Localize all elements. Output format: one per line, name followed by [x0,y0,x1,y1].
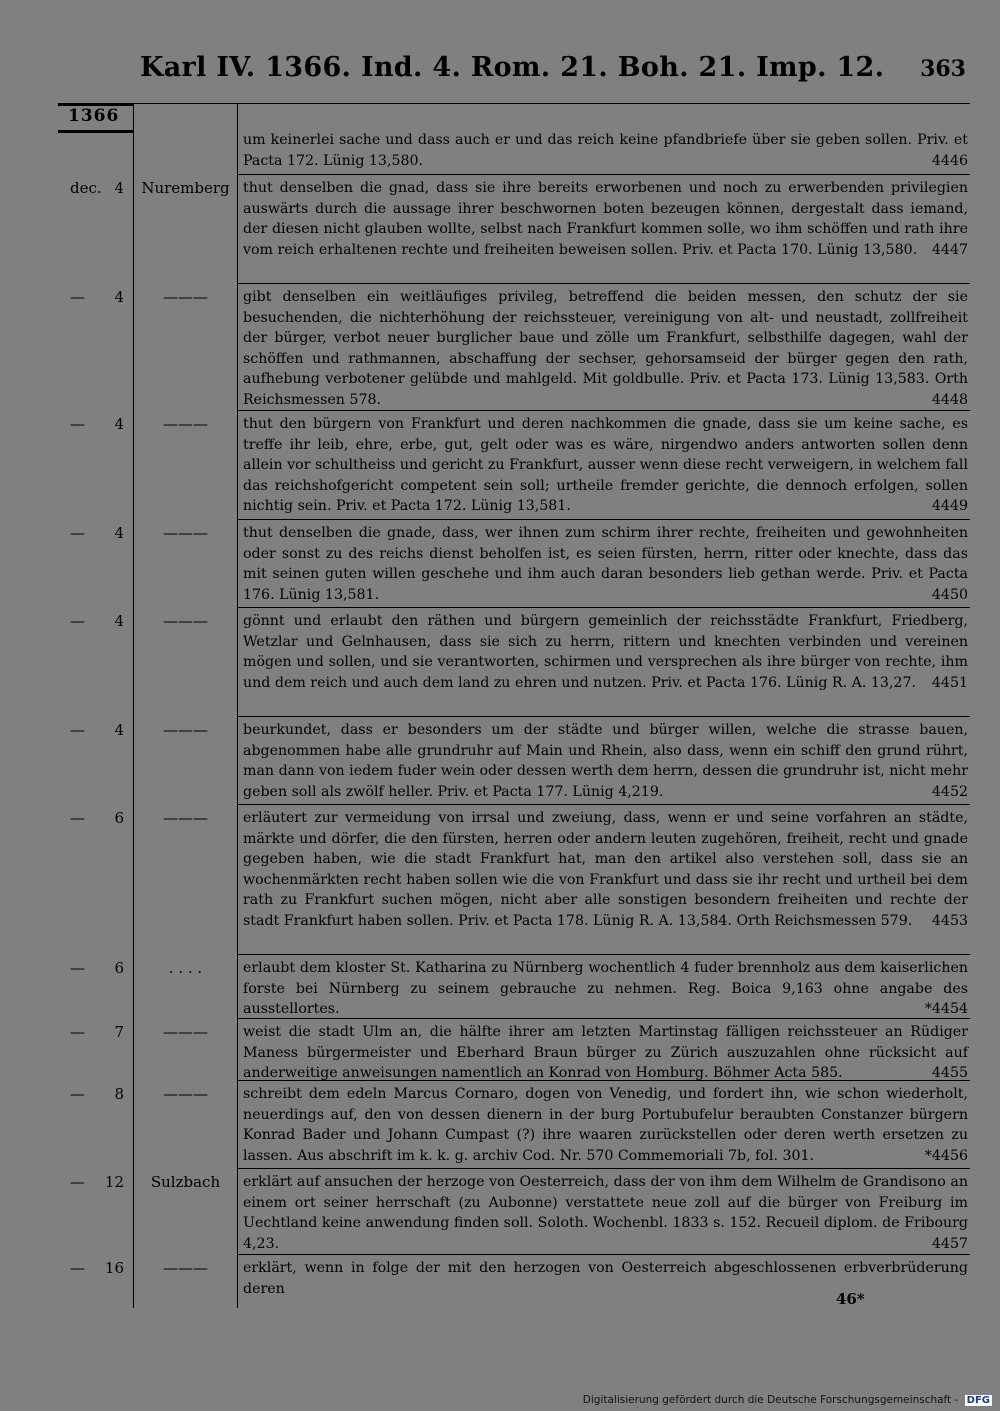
entry-place: ——— [163,1085,208,1103]
running-header [140,52,970,92]
entry-day: 4 [114,612,124,630]
entry-text [243,130,968,171]
entry-number: 4455 [931,1065,968,1082]
entry-text [243,958,968,1020]
entry-body: erklärt, wenn in folge der mit den herzogen von Oesterreich abgeschlossenen erbverbrüderung deren [243,1260,968,1297]
entry-separator [237,716,970,717]
entry-text [243,523,968,605]
entry-text [243,611,968,693]
entry-separator [237,1168,970,1169]
entry-number: 4446 [931,152,968,169]
entry-place: . . . . [168,959,203,977]
entry-separator [237,607,970,608]
entry-number: 4457 [931,1235,968,1252]
entry-month: dec. [70,179,102,197]
entry-place: ——— [163,288,208,306]
entry-month: — [70,1259,85,1277]
entry-number: 4450 [931,586,968,603]
entry-month: — [70,809,85,827]
entry-separator [237,804,970,805]
entry-day: 8 [114,1085,124,1103]
entry-number: 4448 [931,391,968,408]
entry-month: — [70,524,85,542]
entry-separator [237,1254,970,1255]
credit-text: Digitalisierung gefördert durch die Deutsche Forschungsgemeinschaft - [582,1394,959,1406]
entry-text [243,178,968,260]
entry-text [243,720,968,802]
entry-text [243,808,968,932]
entry-body: erläutert zur vermeidung von irrsal und zweiung, dass, wenn er und seine vorfahren an städte, märkte und dörfer, die den fürsten, herren oder andern leuten zugehören, freiheit, recht und gnade gegeben haben, wie die stadt Frankfurt hat, man den artikel also verstehen soll, dass sie an wochenmärkten recht haben sollen wie die von Frankfurt und dass sie ihr recht und urtheil bei dem rath zu Frankfurt suchen mögen, nicht aber alle sonstigen besondern freiheiten und rechte der stadt Frankfurt haben sollen. Priv. et Pacta 178. Lünig R. A. 13,584. Orth Reichsmessen 579. [243,810,968,929]
signature-mark: 46* [836,1290,865,1308]
entry-month: — [70,612,85,630]
entry-day: 4 [114,288,124,306]
entry-text [243,1172,968,1254]
entry-body: thut den bürgern von Frankfurt und deren nachkommen die gnade, dass sie um keine sache, es treffe ihr leib, ehre, erbe, gut, gelt oder was es wäre, nirgendwo anders antworten sollen denn allein vor schultheiss und gericht zu Frankfurt, ausser wenn diese recht verweigern, in welchem fall das reichshofgericht competent sein soll; urtheile fremder gerichte, die dennoch erfolgen, sollen nichtig sein. Priv. et Pacta 172. Lünig 13,581. [243,416,968,515]
entry-body: thut denselben die gnad, dass sie ihre bereits erworbenen und noch zu erwerbenden privilegien auswärts durch die aussage ihrer beschwornen boten bezeugen können, dergestalt dass iemand, der diesen nicht glauben wollte, selbst nach Frankfurt kommen solle, wo ihm schöffen und rath ihre vom reich erhaltenen rechte und freiheiten beweisen sollen. Priv. et Pacta 170. Lünig 13,580. [243,180,968,258]
entry-separator [237,954,970,955]
digitization-credit [583,1394,992,1406]
entry-month: — [70,1173,85,1191]
page-number: 363 [920,56,966,82]
entry-month: — [70,288,85,306]
entry-place: ——— [163,1023,208,1041]
entry-day: 12 [104,1173,124,1191]
entry-separator [237,283,970,284]
entry-body: um keinerlei sache und dass auch er und das reich keine pfandbriefe über sie geben sollen. Priv. et Pacta 172. Lünig 13,580. [243,132,968,169]
entry-day: 7 [114,1023,124,1041]
entry-number: 4449 [931,498,968,515]
entry-body: gibt denselben ein weitläufiges privileg, betreffend die beiden messen, den schutz der sie besuchenden, die nichterhöhung der reichssteuer, vereinigung von alt- und neustadt, zollfreiheit der bürger, verbot neuer burglicher baue und zölle um Frankfurt, selbsthilfe dagegen, wahl der schöffen und rathmannen, abschaffung der sechser, gehorsamseid der bürger gegen den rath, aufhebung verbotener gelübde und mahlgeld. Mit goldbulle. Priv. et Pacta 173. Lünig 13,583. Orth Reichsmessen 578. [243,289,968,408]
entry-day: 16 [104,1259,124,1277]
entry-month: — [70,415,85,433]
entry-day: 4 [114,524,124,542]
entry-number: 4453 [931,912,968,929]
entry-separator [237,1018,970,1019]
entry-text [243,1084,968,1166]
entry-place: Nuremberg [141,179,230,197]
entry-text [243,287,968,411]
year-label: 1366 [68,106,120,126]
entry-body: schreibt dem edeln Marcus Cornaro, dogen von Venedig, und fordert ihn, wie schon wiederholt, neuerdings auf, den von dessen dienern in der burg Portubufelur beraubten Constanzer bürgern Konrad Bader und Johann Cumpast (?) ihre waaren zurückstellen oder deren werth ersetzen zu lassen. Aus abschrift im k. k. g. archiv Cod. Nr. 570 Commemoriali 7b, fol. 301. [243,1086,968,1164]
entry-day: 4 [114,415,124,433]
dfg-logo: DFG [966,1395,990,1406]
entry-place: ——— [163,612,208,630]
entry-number: *4456 [924,1147,968,1164]
entry-day: 6 [114,809,124,827]
entry-day: 4 [114,721,124,739]
entry-body: erlaubt dem kloster St. Katharina zu Nürnberg wochentlich 4 fuder brennholz aus dem kaiserlichen forste bei Nürnberg zu seinem gebrauche zu nehmen. Reg. Boica 9,163 ohne angabe des ausstellortes. [243,960,968,1018]
entry-body: weist die stadt Ulm an, die hälfte ihrer am letzten Martinstag fälligen reichssteuer an Rüdiger Maness bürgermeister und Eberhard Braun bürger zu Zürich auszuzahlen ohne rücksicht auf anderweitige anweisungen namentlich an Konrad von Homburg. Böhmer Acta 585. [243,1024,968,1082]
entry-separator [237,1080,970,1081]
entry-place: ——— [163,524,208,542]
entry-month: — [70,959,85,977]
entry-day: 6 [114,959,124,977]
entry-place: ——— [163,809,208,827]
entry-month: — [70,1023,85,1041]
entry-place: ——— [163,1259,208,1277]
table-top-rule [133,103,970,104]
entry-separator [237,519,970,520]
page-title: Karl IV. 1366. Ind. 4. Rom. 21. Boh. 21. Imp. 12. [140,52,885,83]
entry-body: gönnt und erlaubt den räthen und bürgern gemeinlich der reichsstädte Frankfurt, Friedberg, Wetzlar und Gelnhausen, dass sie sich zu herrn, rittern und knechten verbinden und vereinen mögen und sollen, und sie verantworten, schirmen und versprechen als ihre bürger von rechte, ihm und dem reich und auch dem land zu ehren und nutzen. Priv. et Pacta 176. Lünig R. A. 13,27. [243,613,968,691]
entry-day: 4 [114,179,124,197]
entry-place: ——— [163,721,208,739]
entry-number: 4452 [931,783,968,800]
column-divider-date [133,103,134,1308]
entry-separator [237,410,970,411]
entry-text [243,414,968,517]
entry-separator [237,174,970,175]
entry-text [243,1022,968,1084]
entry-number: 4451 [931,674,968,691]
entry-month: — [70,1085,85,1103]
entry-body: beurkundet, dass er besonders um der städte und bürger willen, welche die strasse bauen, abgenommen habe alle grundruhr auf Main und Rhein, also dass, wenn ein schiff den grund rührt, man dann von iedem fuder wein oder dessen werth dem herrn, dessen die grundruhr ist, nicht mehr geben soll als zwölf heller. Priv. et Pacta 177. Lünig 4,219. [243,722,968,800]
entry-body: thut denselben die gnade, dass, wer ihnen zum schirm ihrer rechte, freiheiten und gewohnheiten oder sonst zu des reichs dienst beholfen ist, es seien fürsten, herrn, ritter oder knechte, dass das mit seinen guten willen geschehe und ihm auch daran besonders lieb gethan werde. Priv. et Pacta 176. Lünig 13,581. [243,525,968,603]
year-heading [58,103,133,133]
entry-number: 4447 [931,241,968,258]
entry-body: erklärt auf ansuchen der herzoge von Oesterreich, dass der von ihm dem Wilhelm de Grandisono an einem ort seiner herrschaft (zu Aubonne) verstattete neue zoll auf die bürger von Freiburg im Uechtland keine anwendung finden soll. Soloth. Wochenbl. 1833 s. 152. Recueil diplom. de Fribourg 4,23. [243,1174,968,1252]
entry-place: Sulzbach [150,1173,221,1191]
entry-month: — [70,721,85,739]
entry-place: ——— [163,415,208,433]
entry-number: *4454 [924,1001,968,1018]
